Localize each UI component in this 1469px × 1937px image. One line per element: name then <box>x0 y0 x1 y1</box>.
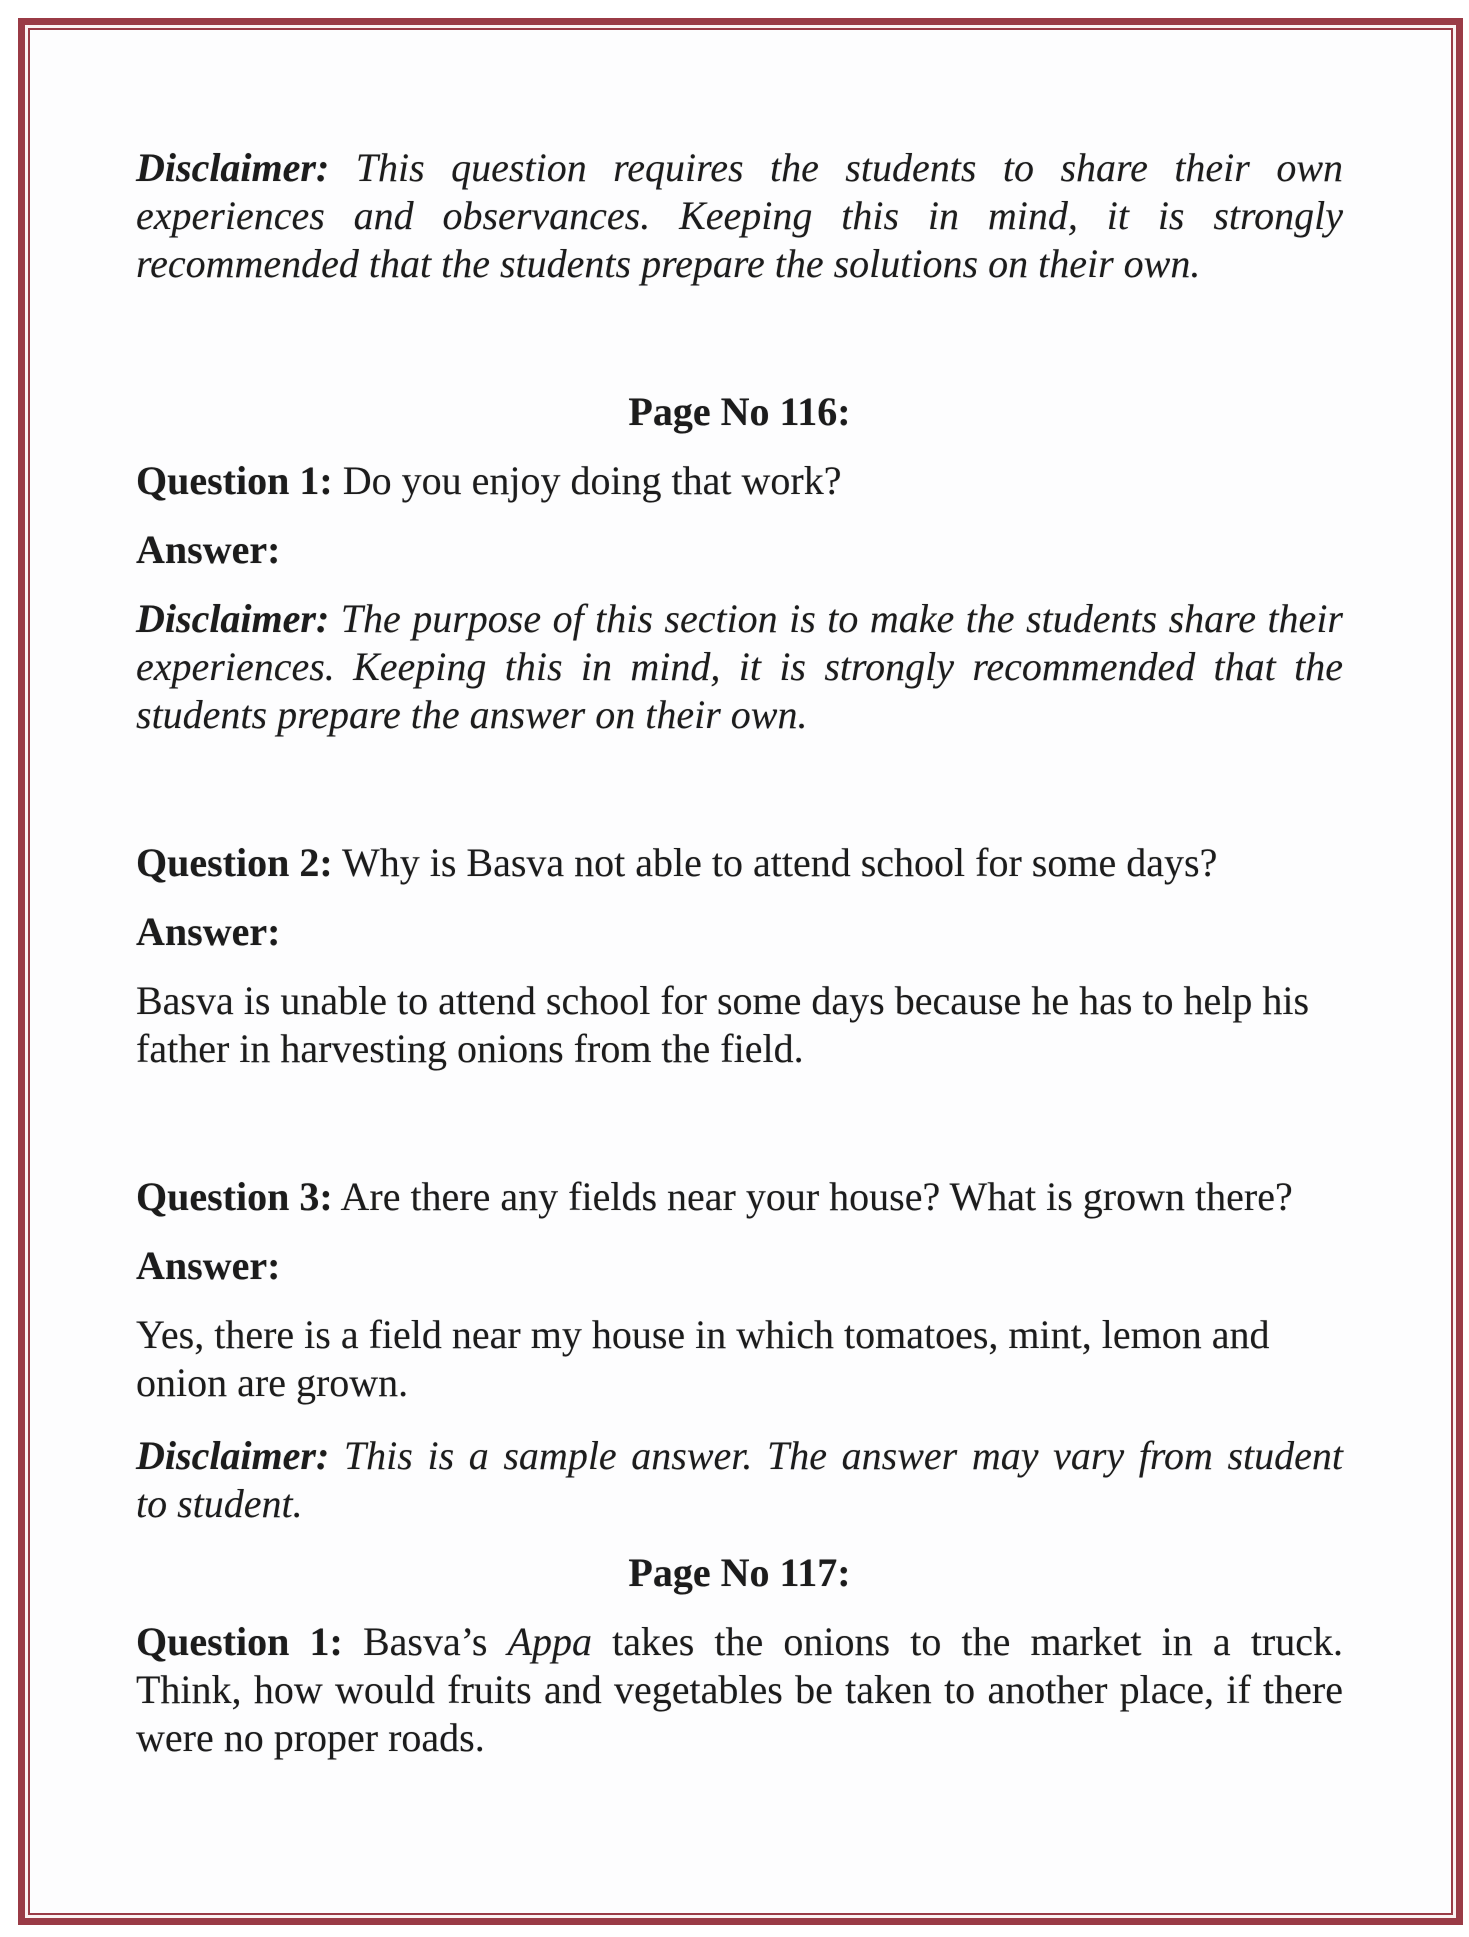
disclaimer-1-line-1: Disclaimer: This question requires the students to share their own <box>136 145 1343 190</box>
answer-label-3 <box>136 1242 1343 1290</box>
disclaimer-2-line-1: Disclaimer: The purpose of this section is to make the students share their <box>136 596 1343 641</box>
question-1-page-117-line-2: Think, how would fruits and vegetables be taken to another place, if there <box>136 1667 1343 1712</box>
question-3-page-116-line-1: Question 3: Are there any fields near your house? What is grown there? <box>136 1174 1293 1219</box>
disclaimer-3-line-1: Disclaimer: This is a sample answer. The answer may vary from student <box>136 1433 1343 1478</box>
question-2-page-116 <box>136 839 1343 887</box>
answer-3-body-line-1: Yes, there is a field near my house in which tomatoes, mint, lemon and <box>136 1312 1270 1357</box>
answer-label-2-line-1: Answer: <box>136 909 281 954</box>
document-content <box>136 144 1343 1762</box>
page-heading-116: Page No 116: <box>628 389 851 434</box>
answer-label-3-line-1: Answer: <box>136 1243 281 1288</box>
question-3-page-116 <box>136 1173 1343 1221</box>
page-heading-117: Page No 117: <box>628 1550 851 1595</box>
disclaimer-1-line-2: experiences and observances. Keeping this in mind, it is strongly <box>136 193 1343 238</box>
answer-label-1 <box>136 526 1343 574</box>
question-1-page-116 <box>136 457 1343 505</box>
answer-3-body-line-2: onion are grown. <box>136 1360 409 1405</box>
answer-label-2 <box>136 908 1343 956</box>
disclaimer-1 <box>136 144 1343 288</box>
disclaimer-1-line-3: recommended that the students prepare the solutions on their own. <box>136 241 1201 286</box>
disclaimer-3-line-2: to student. <box>136 1481 303 1526</box>
answer-2-body <box>136 977 1343 1073</box>
disclaimer-3 <box>136 1432 1343 1528</box>
spacer-2 <box>136 760 1343 818</box>
page-border-inner <box>28 28 1453 1915</box>
page-border-frame <box>18 18 1463 1925</box>
disclaimer-2-line-3: students prepare the answer on their own. <box>136 692 808 737</box>
question-2-page-116-line-1: Question 2: Why is Basva not able to attend school for some days? <box>136 840 1218 885</box>
spacer-3 <box>136 1094 1343 1152</box>
question-1-page-116-line-1: Question 1: Do you enjoy doing that work? <box>136 458 842 503</box>
answer-3-body <box>136 1311 1343 1407</box>
question-1-page-117 <box>136 1618 1343 1762</box>
question-1-page-117-line-1: Question 1: Basva’s Appa takes the onions to the market in a truck. <box>136 1619 1343 1664</box>
question-1-page-117-line-3: were no proper roads. <box>136 1715 485 1760</box>
answer-2-body-line-1: Basva is unable to attend school for some days because he has to help his <box>136 978 1310 1023</box>
answer-label-1-line-1: Answer: <box>136 527 281 572</box>
spacer-1 <box>136 309 1343 367</box>
disclaimer-2 <box>136 595 1343 739</box>
disclaimer-2-line-2: experiences. Keeping this in mind, it is strongly recommended that the <box>136 644 1343 689</box>
answer-2-body-line-2: father in harvesting onions from the field. <box>136 1026 804 1071</box>
